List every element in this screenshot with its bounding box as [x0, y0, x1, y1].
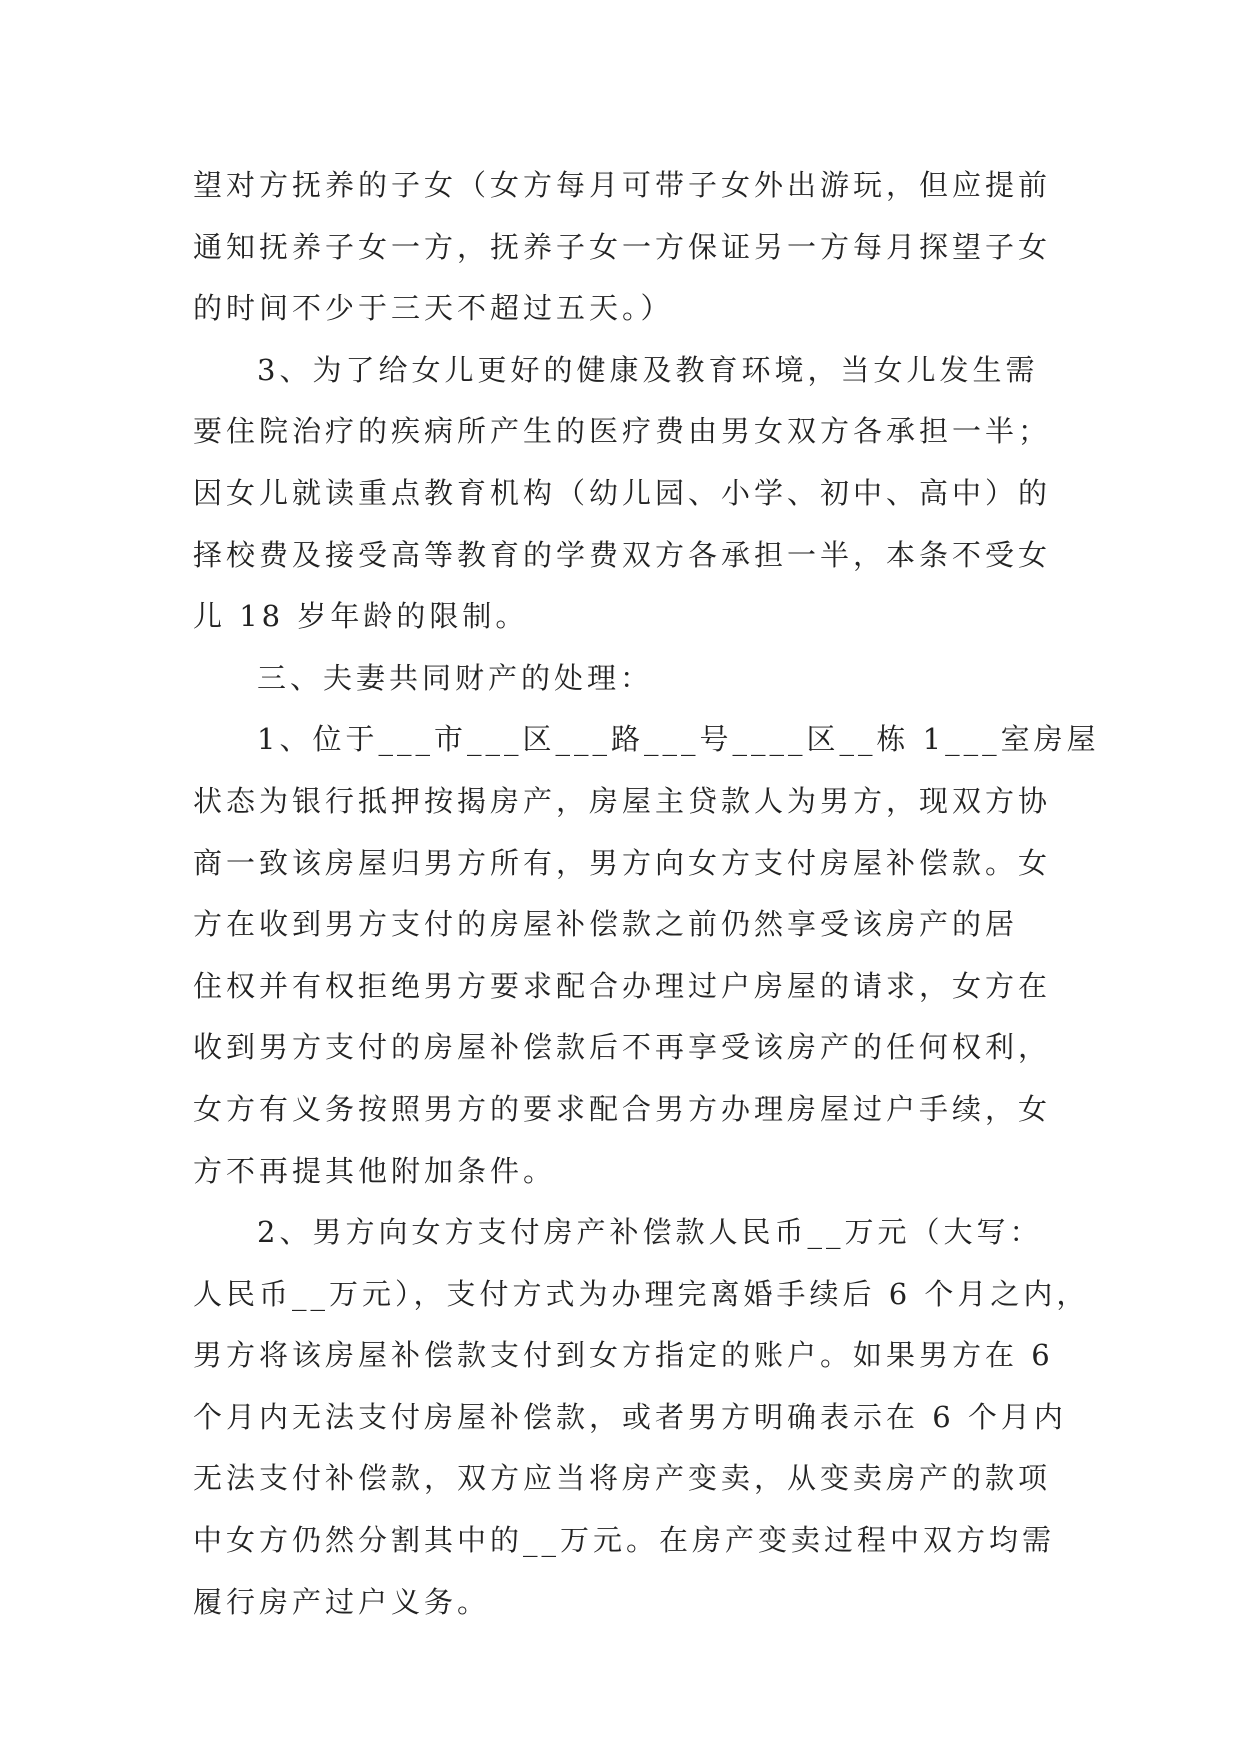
text-line: 商一致该房屋归男方所有，男方向女方支付房屋补偿款。女 [193, 845, 1052, 880]
paragraph-start-line: 3、为了给女儿更好的健康及教育环境，当女儿发生需 [257, 352, 1039, 387]
text-line: 住权并有权拒绝男方要求配合办理过户房屋的请求，女方在 [193, 968, 1052, 1003]
text-line: 要住院治疗的疾病所产生的医疗费由男女双方各承担一半； [193, 414, 1052, 449]
text-line: 女方有义务按照男方的要求配合男方办理房屋过户手续，女 [193, 1091, 1052, 1126]
document-body [193, 155, 1100, 1633]
text-line: 方不再提其他附加条件。 [193, 1153, 557, 1188]
text-line: 方在收到男方支付的房屋补偿款之前仍然享受该房产的居 [193, 907, 1019, 942]
text-line: 履行房产过户义务。 [193, 1584, 491, 1619]
text-line: 无法支付补偿款，双方应当将房产变卖，从变卖房产的款项 [193, 1461, 1052, 1496]
text-line: 个月内无法支付房屋补偿款，或者男方明确表示在 6 个月内 [193, 1399, 1067, 1434]
paragraph-start-line: 1、位于___市___区___路___号____区__栋 1___室房屋 [257, 722, 1100, 757]
text-line: 因女儿就读重点教育机构（幼儿园、小学、初中、高中）的 [193, 475, 1052, 510]
paragraph-start-line: 2、男方向女方支付房产补偿款人民币__万元（大写： [257, 1215, 1043, 1250]
text-line: 中女方仍然分割其中的__万元。在房产变卖过程中双方均需 [193, 1523, 1056, 1558]
text-line: 男方将该房屋补偿款支付到女方指定的账户。如果男方在 6 [193, 1338, 1054, 1373]
text-line: 收到男方支付的房屋补偿款后不再享受该房产的任何权利， [193, 1030, 1052, 1065]
section-heading: 三、夫妻共同财产的处理： [257, 660, 654, 695]
text-line: 望对方抚养的子女（女方每月可带子女外出游玩，但应提前 [193, 168, 1052, 202]
text-line: 状态为银行抵押按揭房产，房屋主贷款人为男方，现双方协 [193, 783, 1052, 818]
text-line: 儿 18 岁年龄的限制。 [193, 599, 529, 634]
text-line: 人民币__万元），支付方式为办理完离婚手续后 6 个月之内， [193, 1276, 1090, 1311]
text-line: 的时间不少于三天不超过五天。） [193, 291, 674, 326]
text-line: 通知抚养子女一方，抚养子女一方保证另一方每月探望子女 [193, 229, 1052, 264]
text-line: 择校费及接受高等教育的学费双方各承担一半，本条不受女 [193, 537, 1052, 572]
